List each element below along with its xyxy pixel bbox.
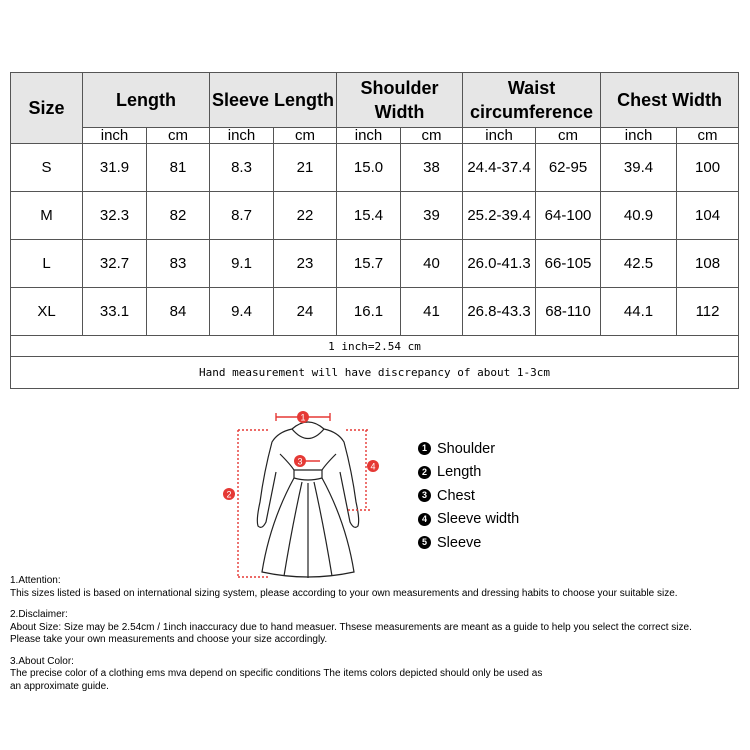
figure-marker-4	[367, 460, 379, 472]
unit-label: inch	[463, 128, 536, 144]
disclaimer-text: Please take your own measurements and choose your size accordingly.	[10, 634, 328, 645]
figure-marker-2	[223, 488, 235, 500]
table-cell: 23	[274, 240, 337, 288]
table-cell: S	[11, 144, 83, 192]
table-row	[11, 240, 739, 288]
table-cell: 44.1	[601, 288, 677, 336]
attention-text: This sizes listed is based on international sizing system, please according to your own measurements and dressing habits to choose your suitable size.	[10, 587, 678, 599]
table-cell: 32.7	[83, 240, 147, 288]
unit-label: cm	[536, 128, 601, 144]
table-cell: 31.9	[83, 144, 147, 192]
table-cell: 64-100	[536, 192, 601, 240]
table-cell: 40	[401, 240, 463, 288]
unit-label: cm	[147, 128, 210, 144]
legend-label: Sleeve	[437, 534, 482, 551]
table-cell: 108	[677, 240, 739, 288]
header-length: Length	[83, 73, 210, 128]
note-row	[11, 357, 739, 389]
legend-number: 4	[418, 513, 431, 526]
table-cell: 83	[147, 240, 210, 288]
legend-item-length	[418, 461, 519, 485]
legend-number: 2	[418, 466, 431, 479]
table-cell: M	[11, 192, 83, 240]
legend-label: Length	[437, 464, 482, 481]
table-cell: 38	[401, 144, 463, 192]
table-cell: 24	[274, 288, 337, 336]
table-row	[11, 144, 739, 192]
table-cell: 41	[401, 288, 463, 336]
svg-text:3: 3	[297, 456, 303, 467]
table-cell: 39.4	[601, 144, 677, 192]
table-cell: 33.1	[83, 288, 147, 336]
table-cell: 81	[147, 144, 210, 192]
table-cell: 26.0-41.3	[463, 240, 536, 288]
notes-section	[10, 575, 746, 693]
color-title: 3.About Color:	[10, 655, 74, 667]
table-cell: L	[11, 240, 83, 288]
table-cell: 9.4	[210, 288, 274, 336]
figure-marker-3	[294, 455, 306, 467]
header-row	[11, 73, 739, 128]
table-cell: 68-110	[536, 288, 601, 336]
table-cell: 8.7	[210, 192, 274, 240]
table-cell: 66-105	[536, 240, 601, 288]
header-size: Size	[11, 73, 83, 144]
table-cell: 82	[147, 192, 210, 240]
header-chest-width: Chest Width	[601, 73, 739, 128]
table-cell: 22	[274, 192, 337, 240]
table-cell: 15.0	[337, 144, 401, 192]
disclaimer-text: About Size: Size may be 2.54cm / 1inch inaccuracy due to hand measuer. Thsese measurements are meant as a guide to help you select the correct size.	[10, 621, 692, 633]
table-cell: 8.3	[210, 144, 274, 192]
table-cell: 39	[401, 192, 463, 240]
unit-row	[11, 128, 739, 144]
table-cell: XL	[11, 288, 83, 336]
table-cell: 25.2-39.4	[463, 192, 536, 240]
table-cell: 24.4-37.4	[463, 144, 536, 192]
table-row	[11, 288, 739, 336]
unit-label: cm	[274, 128, 337, 144]
legend-label: Sleeve width	[437, 511, 520, 528]
note-row	[11, 336, 739, 357]
table-cell: 9.1	[210, 240, 274, 288]
table-cell: 62-95	[536, 144, 601, 192]
table-cell: 21	[274, 144, 337, 192]
header-waist-circumference: Waist circumference	[463, 73, 601, 128]
table-cell: 104	[677, 192, 739, 240]
dress-outline	[257, 422, 358, 578]
table-cell: 100	[677, 144, 739, 192]
svg-text:1: 1	[300, 412, 306, 423]
legend-item-chest	[418, 484, 519, 508]
table-cell: 16.1	[337, 288, 401, 336]
unit-label: inch	[337, 128, 401, 144]
legend-label: Shoulder	[437, 440, 496, 457]
color-text: The precise color of a clothing ems mva depend on specific conditions The items colors depicted should only be used as	[10, 668, 543, 679]
svg-text:4: 4	[370, 461, 376, 472]
measurement-legend	[418, 437, 519, 555]
legend-number: 3	[418, 489, 431, 502]
unit-label: inch	[601, 128, 677, 144]
color-text: an approximate guide.	[10, 680, 109, 692]
unit-label: cm	[401, 128, 463, 144]
table-cell: 26.8-43.3	[463, 288, 536, 336]
legend-item-sleeve	[418, 531, 519, 555]
header-sleeve-length: Sleeve Length	[210, 73, 337, 128]
table-cell: 84	[147, 288, 210, 336]
header-shoulder-width: Shoulder Width	[337, 73, 463, 128]
figure-marker-1	[297, 411, 309, 423]
legend-label: Chest	[437, 487, 475, 504]
table-cell: 32.3	[83, 192, 147, 240]
table-cell: 15.7	[337, 240, 401, 288]
legend-item-shoulder	[418, 437, 519, 461]
unit-label: inch	[83, 128, 147, 144]
size-chart-table	[10, 72, 739, 389]
legend-number: 1	[418, 442, 431, 455]
table-row	[11, 192, 739, 240]
table-cell: 42.5	[601, 240, 677, 288]
unit-label: cm	[677, 128, 739, 144]
legend-item-sleeve-width	[418, 508, 519, 532]
svg-text:2: 2	[226, 489, 232, 500]
attention-title: 1.Attention:	[10, 575, 61, 586]
unit-label: inch	[210, 128, 274, 144]
dress-illustration	[218, 402, 398, 582]
discrepancy-note: Hand measurement will have discrepancy of about 1-3cm	[11, 357, 739, 389]
legend-number: 5	[418, 536, 431, 549]
table-cell: 112	[677, 288, 739, 336]
disclaimer-title: 2.Disclaimer:	[10, 609, 68, 620]
conversion-note: 1 inch=2.54 cm	[11, 336, 739, 357]
table-cell: 15.4	[337, 192, 401, 240]
table-cell: 40.9	[601, 192, 677, 240]
